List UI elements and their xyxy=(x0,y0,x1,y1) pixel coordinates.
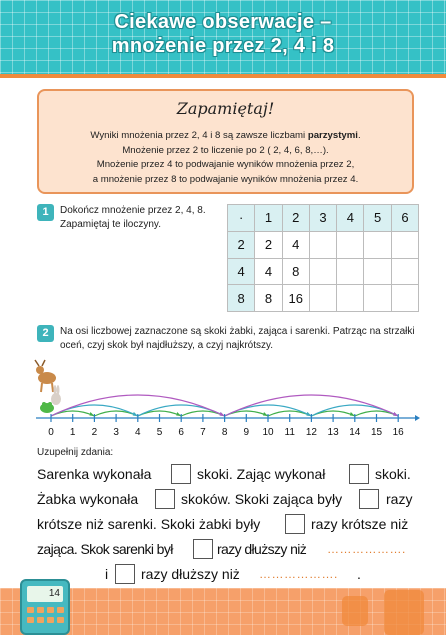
table-cell-blank[interactable] xyxy=(391,258,418,285)
answer-dots[interactable]: ………………. xyxy=(327,542,406,556)
table-cell: 8 xyxy=(255,285,282,312)
sentence-text: krótsze niż sarenki. Skoki żabki były xyxy=(37,516,261,532)
axis-tick-label: 13 xyxy=(327,427,339,438)
answer-box[interactable] xyxy=(155,489,175,509)
answer-box[interactable] xyxy=(285,514,305,534)
task-2-instructions xyxy=(60,325,430,353)
number-line xyxy=(30,352,420,442)
table-col-header: 2 xyxy=(282,205,309,232)
table-row-header: 4 xyxy=(228,258,255,285)
calculator-key xyxy=(27,617,34,623)
sentence-text: Żabka wykonała xyxy=(37,491,139,507)
deer-icon xyxy=(35,360,56,392)
deer-jump-arc xyxy=(51,395,225,416)
remember-bold-word: parzystymi xyxy=(307,130,358,141)
sentence-text: razy dłuższy niż xyxy=(217,541,307,557)
task-1-line-1: Dokończ mnożenie przez 2, 4, 8. xyxy=(60,205,206,216)
axis-tick-label: 5 xyxy=(156,427,163,438)
sentence-text: skoki. Zając wykonał xyxy=(197,466,326,482)
table-row xyxy=(228,285,419,312)
remember-line-1-text: Wyniki mnożenia przez 2, 4 i 8 są zawsze liczbami xyxy=(90,130,308,141)
answer-box[interactable] xyxy=(171,464,191,484)
hare-jump-arc-head xyxy=(306,412,311,416)
axis-tick-label: 14 xyxy=(349,427,361,438)
calculator-key xyxy=(27,607,34,613)
table-cell-blank[interactable] xyxy=(337,285,364,312)
axis-arrow xyxy=(415,415,420,421)
sentence-text: i xyxy=(105,566,109,582)
axis-tick-label: 16 xyxy=(392,427,404,438)
calculator-icon xyxy=(20,579,70,635)
task-2-line-1: Na osi liczbowej zaznaczone są skoki żabki, zająca i sarenki. Patrząc na strzałki xyxy=(60,326,415,337)
page-title-line2: mnożenie przez 2, 4 i 8 xyxy=(111,35,335,57)
table-cell-blank[interactable] xyxy=(337,231,364,258)
table-cell-blank[interactable] xyxy=(364,285,391,312)
calculator-key xyxy=(57,617,64,623)
axis-tick-label: 15 xyxy=(370,427,383,438)
task-1-line-2: Zapamiętaj te iloczyny. xyxy=(60,219,161,230)
remember-text xyxy=(39,129,412,187)
task-1-instructions xyxy=(60,204,206,232)
page-title-line1: Ciekawe obserwacje – xyxy=(114,11,332,33)
task-2-line-2: oceń, czyj skok był najdłuższy, a czyj najkrótszy. xyxy=(60,340,274,351)
header-banner xyxy=(0,0,446,78)
sentence-text: razy krótsze niż xyxy=(311,516,409,532)
table-row-header: 8 xyxy=(228,285,255,312)
calculator-key xyxy=(47,607,54,613)
axis-tick-label: 10 xyxy=(262,427,274,438)
table-header-row xyxy=(228,205,419,232)
frog-jump-arc-head xyxy=(89,412,94,416)
answer-dots[interactable]: ………………. xyxy=(259,567,338,581)
remember-line-3: Mnożenie przez 4 to podwajanie wyników mnożenia przez 2, xyxy=(96,159,355,170)
remember-line-4: a mnożenie przez 8 to podwajanie wyników mnożenia przez 4. xyxy=(92,173,359,185)
axis-tick-label: 9 xyxy=(243,427,250,438)
fill-in-instruction: Uzupełnij zdania: xyxy=(37,447,114,458)
remember-line-1-end: . xyxy=(357,130,361,141)
calculator-display: 14 xyxy=(27,586,63,602)
table-cell-blank[interactable] xyxy=(391,285,418,312)
answer-box[interactable] xyxy=(193,539,213,559)
table-cell: 8 xyxy=(282,258,309,285)
task-1-number: 1 xyxy=(37,204,54,221)
table-cell-blank[interactable] xyxy=(391,231,418,258)
frog-jump-arc-head xyxy=(350,412,355,416)
table-cell-blank[interactable] xyxy=(337,258,364,285)
axis-tick-label: 2 xyxy=(91,427,98,438)
sentence-text: skoków. Skoki zająca były xyxy=(181,491,343,507)
axis-ticks xyxy=(36,414,420,438)
calculator-key xyxy=(57,607,64,613)
table-cell: 2 xyxy=(255,231,282,258)
deer-jump-arc-head xyxy=(393,412,398,416)
sentence-text: Sarenka wykonała xyxy=(37,466,152,482)
table-row-header: 2 xyxy=(228,231,255,258)
table-cell-blank[interactable] xyxy=(309,258,336,285)
table-cell-blank[interactable] xyxy=(309,231,336,258)
sentence-text: razy dłuższy niż xyxy=(141,566,240,582)
remember-line-2: Mnożenie przez 2 to liczenie po 2 ( 2, 4, 6, 8,…). xyxy=(122,144,329,156)
remember-box xyxy=(37,89,414,194)
jump-arcs xyxy=(51,395,398,416)
decorative-tile xyxy=(384,590,424,635)
sentence-text: razy xyxy=(386,491,413,507)
axis-tick-label: 12 xyxy=(305,427,317,438)
page-title xyxy=(0,10,446,58)
axis-tick-label: 1 xyxy=(69,427,76,438)
calculator-key xyxy=(47,617,54,623)
answer-box[interactable] xyxy=(349,464,369,484)
table-cell: 4 xyxy=(255,258,282,285)
axis-tick-label: 6 xyxy=(178,427,184,438)
axis-tick-label: 11 xyxy=(284,427,295,438)
hare-jump-arc-head xyxy=(133,412,138,416)
table-col-header: 6 xyxy=(391,205,418,232)
multiplication-table xyxy=(227,204,419,312)
answer-box[interactable] xyxy=(359,489,379,509)
sentence-text: skoki. xyxy=(375,466,411,482)
table-col-header: 3 xyxy=(309,205,336,232)
axis-tick-label: 7 xyxy=(200,427,206,438)
sentence-text: . xyxy=(357,566,361,582)
remember-title: Zapamiętaj! xyxy=(176,99,275,118)
table-cell-blank[interactable] xyxy=(364,231,391,258)
sentence-text: zająca. Skok sarenki był xyxy=(37,541,173,557)
table-cell: 4 xyxy=(282,231,309,258)
frog-icon xyxy=(40,402,54,413)
axis-tick-label: 0 xyxy=(48,427,54,438)
remember-line-1 xyxy=(39,129,412,144)
decorative-tile xyxy=(342,596,368,626)
axis-tick-label: 8 xyxy=(221,427,228,438)
table-cell: 16 xyxy=(282,285,309,312)
calculator-key xyxy=(37,607,44,613)
frog-jump-arc-head xyxy=(263,412,268,416)
table-cell-blank[interactable] xyxy=(309,285,336,312)
task-2-number: 2 xyxy=(37,325,54,342)
axis-tick-label: 4 xyxy=(135,427,141,438)
table-cell-blank[interactable] xyxy=(364,258,391,285)
table-col-header: 1 xyxy=(255,205,282,232)
table-col-header: 4 xyxy=(337,205,364,232)
table-corner: · xyxy=(228,205,255,232)
axis-tick-label: 3 xyxy=(113,427,119,438)
deer-jump-arc xyxy=(225,395,399,416)
frog-jump-arc-head xyxy=(176,412,181,416)
table-row xyxy=(228,231,419,258)
table-row xyxy=(228,258,419,285)
deer-jump-arc-head xyxy=(220,412,225,416)
calculator-key xyxy=(37,617,44,623)
answer-box[interactable] xyxy=(115,564,135,584)
table-col-header: 5 xyxy=(364,205,391,232)
